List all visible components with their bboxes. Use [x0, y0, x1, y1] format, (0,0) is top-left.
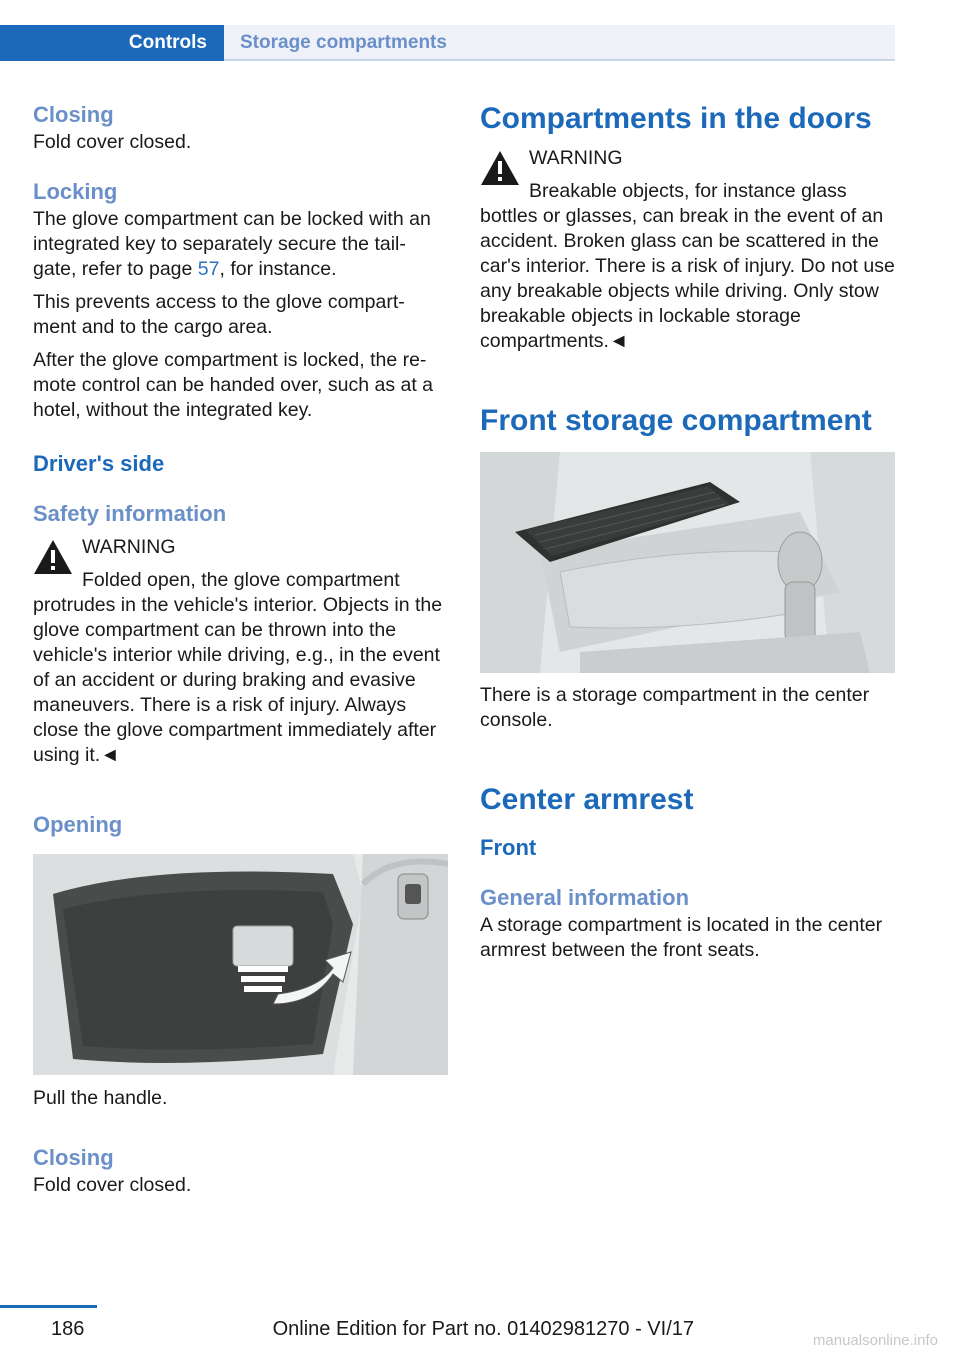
warning-icon	[480, 150, 520, 186]
armrest-heading: Center armrest	[480, 783, 694, 816]
locking-paragraph-2: This prevents access to the glove compart‐ ment and to the cargo area.	[33, 291, 405, 338]
general-info-heading: General information	[480, 885, 690, 910]
glove-compartment-figure	[33, 854, 448, 1075]
locking-paragraph-3: After the glove compartment is locked, the re‐ mote control can be handed over, such as at a hotel, without the integrated key.	[33, 349, 434, 421]
warning-block-doors	[480, 146, 896, 354]
center-console-illustration	[480, 452, 895, 673]
front-storage-text: There is a storage compartment in the center console.	[480, 684, 870, 731]
warning-icon	[33, 539, 73, 575]
chapter-tab: Storage compartments	[224, 25, 895, 61]
section-tab: Controls	[0, 25, 224, 61]
closing-heading-2: Closing	[33, 1145, 114, 1170]
page-header	[0, 25, 895, 61]
left-column	[33, 100, 449, 1198]
pull-handle-text: Pull the handle.	[33, 1087, 168, 1109]
safety-heading: Safety information	[33, 501, 227, 526]
warning-first-line: Breakable objects, for instance glass	[529, 180, 847, 202]
header-rule	[224, 59, 895, 61]
locking-paragraph-1: The glove compartment can be locked with an integrated key to separately secure the tail‐ gate, refer to page 57, for instance.	[33, 208, 431, 280]
front-heading: Front	[480, 835, 537, 860]
closing-heading: Closing	[33, 102, 114, 127]
edition-note: Online Edition for Part no. 01402981270 - VI/17	[272, 1318, 694, 1340]
general-info-text: A storage compartment is located in the center armrest between the front seats.	[480, 914, 883, 961]
watermark: manualsonline.info	[812, 1332, 938, 1349]
front-storage-heading: Front storage compartment	[480, 404, 872, 437]
opening-heading: Opening	[33, 812, 123, 837]
doors-heading: Compartments in the doors	[480, 102, 872, 135]
center-console-figure	[480, 452, 895, 673]
drivers-side-heading: Driver's side	[33, 451, 165, 476]
page-link[interactable]: 57	[197, 258, 220, 280]
closing-text-2: Fold cover closed.	[33, 1174, 192, 1196]
footer-rule	[0, 1305, 97, 1308]
closing-text: Fold cover closed.	[33, 131, 192, 153]
warning-text: bottles or glasses, can break in the event of an accident. Broken glass can be scattered in the car's interior. There is a risk of injury. Do not use any breakable objects while driving. Only stow breakable objects in lockable storage compartments.◄	[480, 205, 895, 352]
warning-first-line: Folded open, the glove compartment	[82, 569, 400, 591]
warning-text: protrudes in the vehicle's interior. Objects in the glove compartment can be thrown into the vehicle's interior while driving, e.g., in the event of an accident or during braking and evasive maneuvers. There is a risk of injury. Always close the glove compartment immediately after using it.◄	[33, 594, 443, 766]
glove-compartment-illustration	[33, 854, 448, 1075]
warning-label: WARNING	[529, 147, 623, 169]
locking-heading: Locking	[33, 179, 118, 204]
right-column	[480, 100, 896, 963]
page-number: 186	[51, 1318, 85, 1340]
warning-label: WARNING	[82, 536, 176, 558]
warning-block	[33, 535, 449, 768]
